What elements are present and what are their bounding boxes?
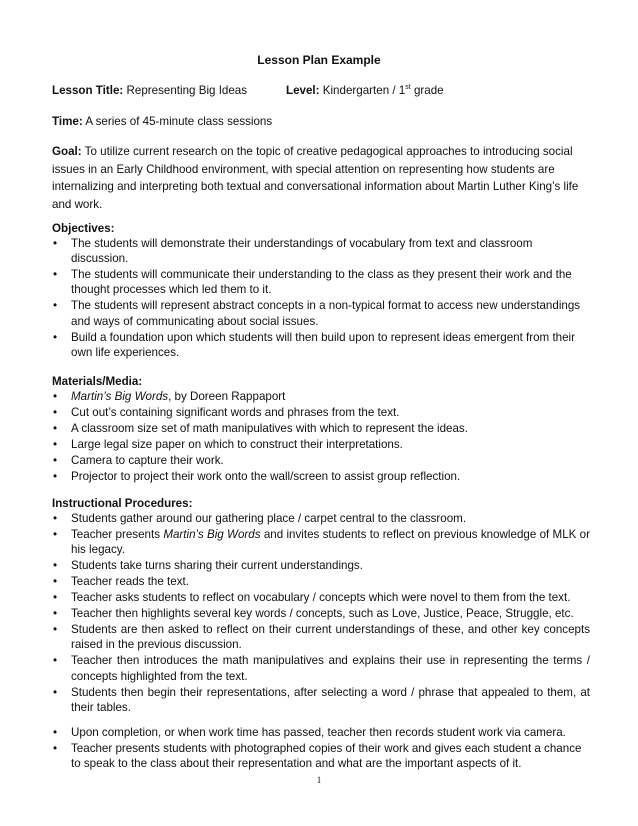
list-item: • The students will communicate their understanding to the class as they present their work and the thought processes which led them to it. [52, 267, 590, 297]
time-line [52, 114, 272, 129]
list-item [52, 389, 590, 404]
list-item: • Upon completion, or when work time has passed, teacher then records student work via camera. [52, 725, 590, 740]
procedure-text: Teacher presents [71, 528, 164, 541]
list-item: • Camera to capture their work. [52, 453, 590, 468]
list-item: • Students are then asked to reflect on their current understandings of these, and other key concepts raised in the previous discussion. [52, 622, 590, 652]
list-item: • Cut out’s containing significant words and phrases from the text. [52, 405, 590, 420]
book-title: Martin’s Big Words [71, 390, 169, 403]
goal-paragraph [52, 143, 586, 213]
lesson-title-label: Lesson Title: [52, 84, 124, 97]
time-label: Time: [52, 115, 83, 128]
document-title: Lesson Plan Example [257, 53, 381, 67]
book-title: Martin’s Big Words [163, 528, 261, 541]
level-value: Kindergarten / 1 [322, 84, 406, 97]
list-item: • Build a foundation upon which students will then build upon to represent ideas emergent from their own life experiences. [52, 330, 590, 360]
list-item: • Teacher presents students with photographed copies of their work and gives each student a chance to speak to the class about their representation and what are the important aspects of it. [52, 741, 590, 771]
level-sup: st [405, 84, 411, 92]
list-item: • Teacher reads the text. [52, 574, 590, 589]
list-item: • Students take turns sharing their current understandings. [52, 558, 590, 573]
list-item: • Projector to project their work onto the wall/screen to assist group reflection. [52, 469, 590, 484]
time-value: A series of 45-minute class sessions [85, 115, 273, 128]
lesson-title-value: Representing Big Ideas [126, 84, 248, 97]
list-item: • Students then begin their representations, after selecting a word / phrase that appealed to them, at their tables. [52, 685, 590, 715]
procedure-text: and invites students to reflect on previous knowledge of MLK or his legacy. [71, 528, 590, 557]
goal-label: Goal: [52, 145, 82, 158]
level-label: Level: [286, 84, 320, 97]
objectives-heading: Objectives: [52, 222, 115, 235]
lesson-title-line [52, 83, 247, 98]
list-item: • A classroom size set of math manipulatives with which to represent the ideas. [52, 421, 590, 436]
list-item [52, 527, 590, 557]
materials-heading: Materials/Media: [52, 375, 143, 388]
objectives-list [52, 236, 590, 361]
list-item: • Teacher then highlights several key words / concepts, such as Love, Justice, Peace, Struggle, etc. [52, 606, 590, 621]
page-number: 1 [316, 775, 322, 785]
book-author: , by Doreen Rappaport [168, 390, 286, 403]
list-item: • The students will demonstrate their understandings of vocabulary from text and classroom discussion. [52, 236, 590, 266]
materials-list [52, 389, 590, 485]
list-item: • Teacher then introduces the math manipulatives and explains their use in representing the terms / concepts highlighted from the text. [52, 653, 590, 683]
procedures-list [52, 511, 590, 716]
procedures-list-continued [52, 725, 590, 772]
list-item: • Large legal size paper on which to construct their interpretations. [52, 437, 590, 452]
level-line [286, 83, 444, 98]
goal-text: To utilize current research on the topic of creative pedagogical approaches to introducing social issues in an Early Childhood environment, with special attention on representing how students are internalizing and interpreting both textual and conversational information about Martin Luther King’s life and work. [52, 145, 579, 211]
list-item: • Teacher asks students to reflect on vocabulary / concepts which were novel to them from the text. [52, 590, 590, 605]
list-item: • Students gather around our gathering place / carpet central to the classroom. [52, 511, 590, 526]
procedures-heading: Instructional Procedures: [52, 497, 193, 510]
list-item: • The students will represent abstract concepts in a non-typical format to access new understandings and ways of communicating about social issues. [52, 298, 590, 328]
level-suffix: grade [413, 84, 444, 97]
